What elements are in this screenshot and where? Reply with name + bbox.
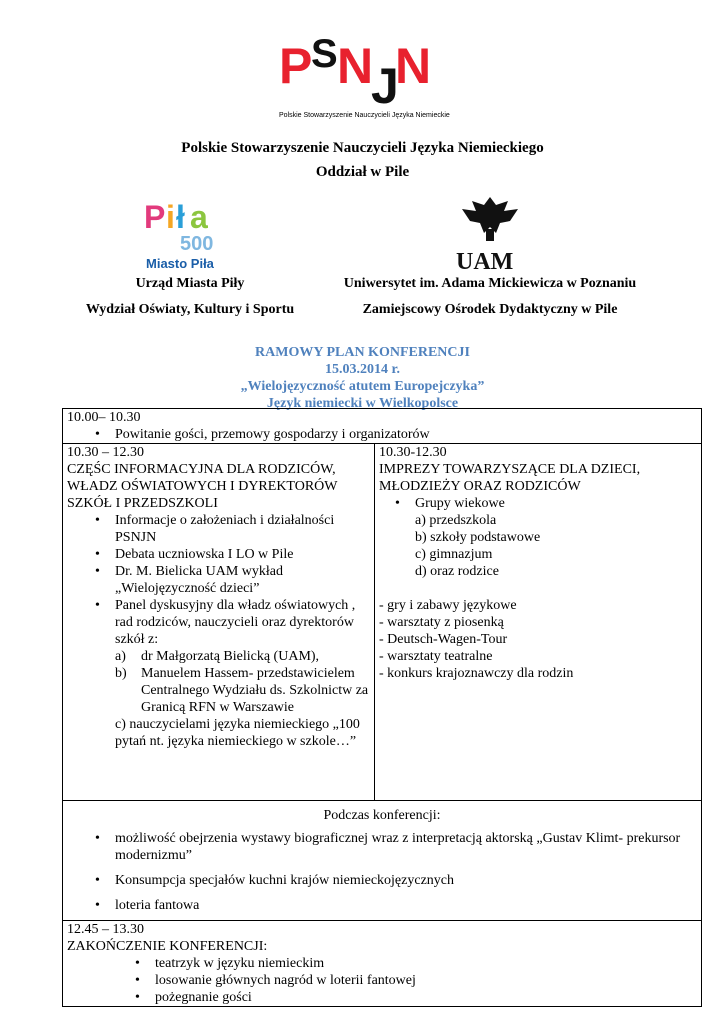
during-title: Podczas konferencji: [323, 808, 441, 823]
group-item: a) przedszkola [415, 513, 497, 528]
panel-text: Panel dyskusyjny dla władz oświatowych , rad rodziców, nauczycieli oraz dyrektorów szkół z: [115, 598, 356, 647]
list-item: • Debata uczniowska I LO w Pile [115, 546, 370, 563]
list-item: • Konsumpcja specjałów kuchni krajów niemieckojęzycznych [115, 872, 697, 889]
org-subtitle: Oddział w Pile [315, 164, 410, 180]
plan-motto: „Wielojęzyczność atutem Europejczyka” [240, 379, 485, 394]
svg-text:J: J [371, 58, 399, 114]
opening-cell [63, 409, 702, 444]
plan-date: 15.03.2014 r. [325, 362, 400, 377]
list-item: • Powitanie gości, przemowy gospodarzy i organizatorów [115, 426, 697, 443]
closing-heading: ZAKOŃCZENIE KONFERENCJI: [67, 939, 268, 954]
info-time: 10.30 – 12.30 [67, 445, 144, 460]
svg-text:a: a [190, 199, 208, 235]
svg-text:500: 500 [180, 233, 214, 255]
svg-text:ł: ł [176, 199, 185, 235]
opening-time: 10.00– 10.30 [67, 410, 141, 425]
group-item: d) oraz rodzice [415, 564, 499, 579]
side-events-heading: IMPREZY TOWARZYSZĄCE DLA DZIECI, MŁODZIEŻY ORAZ RODZICÓW [379, 462, 641, 494]
list-item: • teatrzyk w języku niemieckim [155, 955, 697, 972]
list-item: • możliwość obejrzenia wystawy biograficznej wraz z interpretacją aktorską „Gustav Klimt- prekursor modernizmu” [115, 830, 697, 864]
uam-logo-text: UAM [456, 249, 514, 273]
panel-item-a [115, 648, 370, 665]
pila-logo-text: Miasto Piła [146, 256, 214, 271]
closing-cell [63, 921, 702, 1007]
left-partner-name: Urząd Miasta Piły [135, 276, 245, 291]
activity-item: - warsztaty teatralne [379, 649, 493, 664]
info-session-cell [63, 444, 375, 801]
svg-text:S: S [311, 32, 338, 76]
svg-text:i: i [166, 199, 175, 235]
panel-item-a-label: a) [115, 649, 126, 664]
table-row [63, 801, 702, 921]
during-conference-cell [63, 801, 702, 921]
plan-subtitle: Język niemiecki w Wielkopolsce [266, 396, 459, 411]
panel-item-c: c) nauczycielami języka niemieckiego „100 pytań nt. języka niemieckiego w szkole…” [115, 717, 360, 749]
psnjn-logo [275, 25, 450, 125]
svg-text:N: N [337, 38, 374, 94]
groups-title: Grupy wiekowe [415, 496, 505, 511]
list-item: • losowanie głównych nagród w loterii fantowej [155, 972, 697, 989]
activity-item: - warsztaty z piosenką [379, 615, 504, 630]
right-partner-name: Uniwersytet im. Adama Mickiewicza w Poznaniu [343, 276, 637, 291]
org-title: Polskie Stowarzyszenie Nauczycieli Języka Niemieckiego [181, 140, 544, 156]
miasto-pila-logo [140, 192, 240, 272]
list-item: • pożegnanie gości [155, 989, 697, 1006]
activity-item: - gry i zabawy językowe [379, 598, 517, 613]
list-item [415, 495, 697, 580]
group-item: b) szkoły podstawowe [415, 530, 541, 545]
table-row [63, 409, 702, 444]
side-events-time: 10.30-12.30 [379, 445, 447, 460]
closing-time: 12.45 – 13.30 [67, 922, 144, 937]
right-partner-dept: Zamiejscowy Ośrodek Dydaktyczny w Pile [362, 302, 618, 317]
group-item: c) gimnazjum [415, 547, 493, 562]
list-item: • loteria fantowa [115, 897, 697, 914]
program-table [62, 408, 702, 1007]
svg-text:P: P [144, 199, 166, 235]
panel-item-a-text: dr Małgorzatą Bielicką (UAM), [141, 649, 320, 664]
activity-item: - Deutsch-Wagen-Tour [379, 632, 508, 647]
table-row [63, 444, 702, 801]
side-events-cell [375, 444, 702, 801]
panel-item-b [115, 665, 370, 716]
svg-text:N: N [395, 38, 432, 94]
panel-item-b-text: Manuelem Hassem- przedstawicielem Centralnego Wydziału ds. Szkolnictw za Granicą RFN w Warszawie [141, 666, 369, 715]
list-item: • Dr. M. Bielicka UAM wykład „Wielojęzyczność dzieci” [115, 563, 370, 597]
plan-heading [0, 344, 725, 412]
list-item [115, 597, 370, 750]
plan-title: RAMOWY PLAN KONFERENCJI [255, 345, 470, 360]
logo-caption: Polskie Stowarzyszenie Nauczycieli Języka Niemieckiego [279, 112, 450, 119]
panel-item-b-label: b) [115, 666, 127, 681]
activity-item: - konkurs krajoznawczy dla rodzin [379, 666, 574, 681]
table-row [63, 921, 702, 1007]
uam-logo [450, 193, 530, 273]
svg-text:P: P [279, 38, 313, 94]
left-partner-dept: Wydział Oświaty, Kultury i Sportu [85, 302, 295, 317]
info-heading: CZĘŚC INFORMACYJNA DLA RODZICÓW, WŁADZ OŚWIATOWYCH I DYREKTORÓW SZKÓŁ I PRZEDSZKOLI [67, 462, 338, 511]
list-item: • Informacje o założeniach i działalności PSNJN [115, 512, 370, 546]
